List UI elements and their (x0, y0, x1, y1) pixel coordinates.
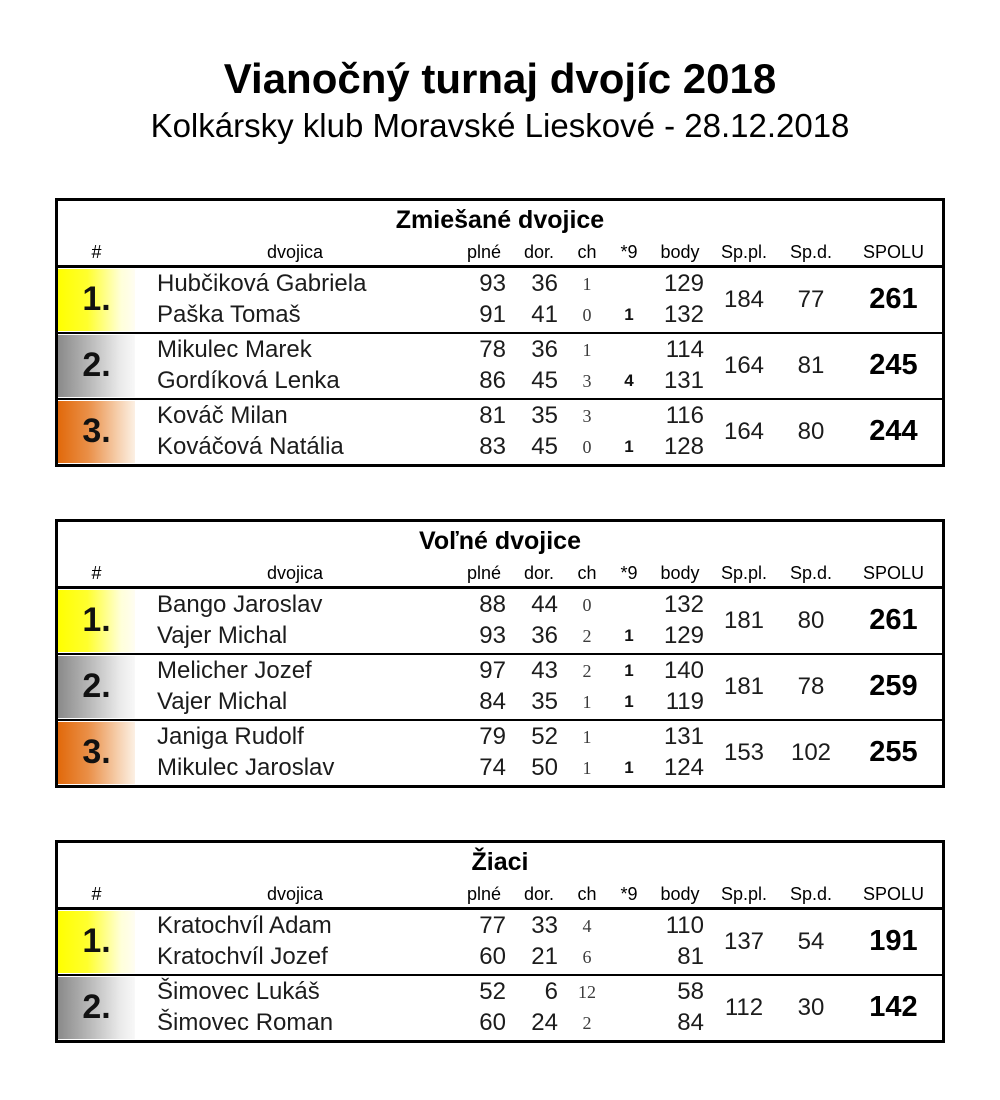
column-header-dor: dor. (523, 241, 555, 262)
player1-plne: 79 (479, 723, 506, 751)
column-header-rank: # (91, 241, 102, 262)
table-row (58, 589, 942, 655)
table-row (58, 976, 942, 1040)
column-header-sppl: Sp.pl. (720, 562, 768, 583)
tables-container (0, 198, 1000, 1043)
pair-spolu: 244 (869, 415, 918, 448)
player2-plne: 86 (479, 367, 506, 395)
player1-body: 129 (663, 270, 704, 298)
player1-name: Kováč Milan (157, 402, 288, 430)
player2-ch: 1 (582, 757, 592, 778)
table-header-row (58, 879, 942, 910)
player2-plne: 93 (479, 622, 506, 650)
column-header-spolu: SPOLU (862, 562, 925, 583)
player2-dor: 50 (531, 754, 558, 782)
pair-spd: 80 (797, 417, 825, 445)
player2-name: Vajer Michal (157, 622, 288, 650)
player2-name: Kováčová Natália (157, 433, 344, 461)
player2-nine (609, 942, 649, 973)
table-row (58, 334, 942, 400)
column-header-plne: plné (466, 241, 502, 262)
player2-dor: 45 (531, 367, 558, 395)
column-header-spolu: SPOLU (862, 883, 925, 904)
table-row (58, 400, 942, 464)
player1-ch: 1 (582, 339, 592, 360)
rank-cell: 2. (58, 977, 135, 1039)
player1-dor: 43 (531, 657, 558, 685)
player1-plne: 93 (479, 270, 506, 298)
player1-ch: 2 (582, 660, 592, 681)
pair-spolu: 142 (869, 991, 918, 1024)
player1-dor: 6 (544, 978, 558, 1006)
pair-spd: 102 (790, 738, 832, 766)
pair-spolu: 261 (869, 604, 918, 637)
player1-plne: 81 (479, 402, 506, 430)
player2-body: 132 (663, 301, 704, 329)
player2-dor: 21 (531, 943, 558, 971)
pair-sppl: 112 (724, 993, 764, 1021)
player2-name: Šimovec Roman (157, 1009, 334, 1037)
player1-plne: 97 (479, 657, 506, 685)
column-header-rank: # (91, 883, 102, 904)
player2-ch: 1 (582, 691, 592, 712)
player1-ch: 4 (582, 915, 592, 936)
player1-nine (609, 977, 649, 1008)
pair-sppl: 181 (723, 606, 765, 634)
column-header-spolu: SPOLU (862, 241, 925, 262)
column-header-nine: *9 (620, 562, 638, 583)
pair-spd: 54 (797, 927, 825, 955)
player2-dor: 41 (531, 301, 558, 329)
player2-plne: 91 (479, 301, 506, 329)
pair-spolu: 259 (869, 670, 918, 703)
pair-spd: 81 (797, 351, 825, 379)
rank-cell: 2. (58, 656, 135, 718)
player1-nine (609, 590, 649, 621)
player2-nine: 1 (624, 437, 634, 457)
player1-dor: 52 (531, 723, 558, 751)
pair-spolu: 245 (869, 349, 918, 382)
pair-spd: 78 (797, 672, 825, 700)
column-header-nine: *9 (620, 241, 638, 262)
player2-plne: 60 (479, 943, 506, 971)
column-header-pair: dvojica (266, 883, 324, 904)
player2-nine: 4 (624, 371, 634, 391)
player2-plne: 60 (479, 1009, 506, 1037)
player1-nine (609, 401, 649, 432)
player2-plne: 84 (479, 688, 506, 716)
player1-body: 116 (665, 402, 704, 430)
pair-spd: 77 (797, 285, 825, 313)
column-header-ch: ch (577, 883, 597, 904)
player2-ch: 0 (582, 436, 592, 457)
page-title: Vianočný turnaj dvojíc 2018 (223, 55, 777, 102)
pair-sppl: 164 (723, 417, 765, 445)
player1-nine (609, 911, 649, 942)
player2-ch: 2 (582, 625, 592, 646)
player1-name: Janiga Rudolf (157, 723, 304, 751)
table-rows (58, 268, 942, 464)
table-header-row (58, 558, 942, 589)
pair-spolu: 255 (869, 736, 918, 769)
results-table (55, 198, 945, 467)
player2-ch: 2 (582, 1012, 592, 1033)
rank-cell: 1. (58, 269, 135, 331)
player1-ch: 0 (582, 594, 592, 615)
player2-nine (609, 1008, 649, 1039)
player1-name: Kratochvíl Adam (157, 912, 332, 940)
player1-ch: 1 (582, 726, 592, 747)
rank-cell: 3. (58, 401, 135, 463)
table-header-row (58, 237, 942, 268)
player1-body: 140 (663, 657, 704, 685)
column-header-dor: dor. (523, 562, 555, 583)
player2-name: Vajer Michal (157, 688, 288, 716)
player2-dor: 35 (531, 688, 558, 716)
player1-dor: 36 (531, 336, 558, 364)
table-rows (58, 910, 942, 1040)
results-table (55, 840, 945, 1043)
pair-spd: 30 (797, 993, 825, 1021)
player1-ch: 3 (582, 405, 592, 426)
player2-ch: 6 (582, 946, 592, 967)
player1-plne: 77 (479, 912, 506, 940)
player2-name: Kratochvíl Jozef (157, 943, 328, 971)
rank-cell: 2. (58, 335, 135, 397)
player1-body: 131 (663, 723, 704, 751)
table-title: Voľné dvojice (419, 526, 581, 555)
player2-name: Paška Tomaš (157, 301, 301, 329)
player1-dor: 35 (531, 402, 558, 430)
column-header-plne: plné (466, 562, 502, 583)
pair-spolu: 261 (869, 283, 918, 316)
column-header-pair: dvojica (266, 562, 324, 583)
player2-body: 124 (663, 754, 704, 782)
player2-body: 119 (665, 688, 704, 716)
player1-name: Hubčiková Gabriela (157, 270, 367, 298)
player2-nine: 1 (624, 758, 634, 778)
player1-name: Bango Jaroslav (157, 591, 323, 619)
player1-body: 110 (665, 912, 704, 940)
pair-sppl: 184 (723, 285, 765, 313)
player1-dor: 44 (531, 591, 558, 619)
player1-body: 132 (663, 591, 704, 619)
column-header-plne: plné (466, 883, 502, 904)
pair-sppl: 181 (723, 672, 765, 700)
player1-dor: 36 (531, 270, 558, 298)
player1-plne: 52 (479, 978, 506, 1006)
results-table (55, 519, 945, 788)
player1-plne: 88 (479, 591, 506, 619)
player1-nine (609, 335, 649, 366)
column-header-rank: # (91, 562, 102, 583)
player2-body: 129 (663, 622, 704, 650)
player1-body: 58 (677, 978, 704, 1006)
player1-nine (609, 269, 649, 300)
column-header-body: body (660, 241, 700, 262)
table-row (58, 655, 942, 721)
player2-nine: 1 (624, 692, 634, 712)
player1-name: Melicher Jozef (157, 657, 312, 685)
pair-spd: 80 (797, 606, 825, 634)
player2-dor: 45 (531, 433, 558, 461)
column-header-ch: ch (577, 562, 597, 583)
player2-dor: 24 (531, 1009, 558, 1037)
column-header-spd: Sp.d. (789, 241, 833, 262)
player2-plne: 74 (479, 754, 506, 782)
column-header-sppl: Sp.pl. (720, 883, 768, 904)
column-header-spd: Sp.d. (789, 562, 833, 583)
player2-name: Mikulec Jaroslav (157, 754, 335, 782)
page-subtitle: Kolkársky klub Moravské Lieskové - 28.12.2018 (150, 107, 850, 145)
column-header-nine: *9 (620, 883, 638, 904)
player2-plne: 83 (479, 433, 506, 461)
player2-nine: 1 (624, 626, 634, 646)
column-header-spd: Sp.d. (789, 883, 833, 904)
player1-name: Šimovec Lukáš (157, 978, 320, 1006)
column-header-body: body (660, 883, 700, 904)
pair-sppl: 137 (723, 927, 765, 955)
player1-nine: 1 (624, 661, 634, 681)
pair-sppl: 153 (723, 738, 765, 766)
player1-ch: 1 (582, 273, 592, 294)
column-header-pair: dvojica (266, 241, 324, 262)
table-row (58, 721, 942, 785)
player2-name: Gordíková Lenka (157, 367, 340, 395)
pair-sppl: 164 (723, 351, 765, 379)
player1-nine (609, 722, 649, 753)
table-row (58, 268, 942, 334)
column-header-dor: dor. (523, 883, 555, 904)
player2-nine: 1 (624, 305, 634, 325)
column-header-sppl: Sp.pl. (720, 241, 768, 262)
player2-body: 131 (663, 367, 704, 395)
player2-dor: 36 (531, 622, 558, 650)
column-header-ch: ch (577, 241, 597, 262)
rank-cell: 1. (58, 590, 135, 652)
rank-cell: 3. (58, 722, 135, 784)
table-row (58, 910, 942, 976)
player1-plne: 78 (479, 336, 506, 364)
player2-body: 81 (677, 943, 704, 971)
table-title: Zmiešané dvojice (395, 205, 605, 234)
player2-body: 84 (677, 1009, 704, 1037)
pair-spolu: 191 (869, 925, 918, 958)
player1-name: Mikulec Marek (157, 336, 312, 364)
table-title: Žiaci (471, 847, 529, 876)
rank-cell: 1. (58, 911, 135, 973)
player2-ch: 3 (582, 370, 592, 391)
table-rows (58, 589, 942, 785)
player2-body: 128 (663, 433, 704, 461)
player1-body: 114 (665, 336, 704, 364)
column-header-body: body (660, 562, 700, 583)
player1-ch: 12 (578, 981, 596, 1002)
player1-dor: 33 (531, 912, 558, 940)
player2-ch: 0 (582, 304, 592, 325)
